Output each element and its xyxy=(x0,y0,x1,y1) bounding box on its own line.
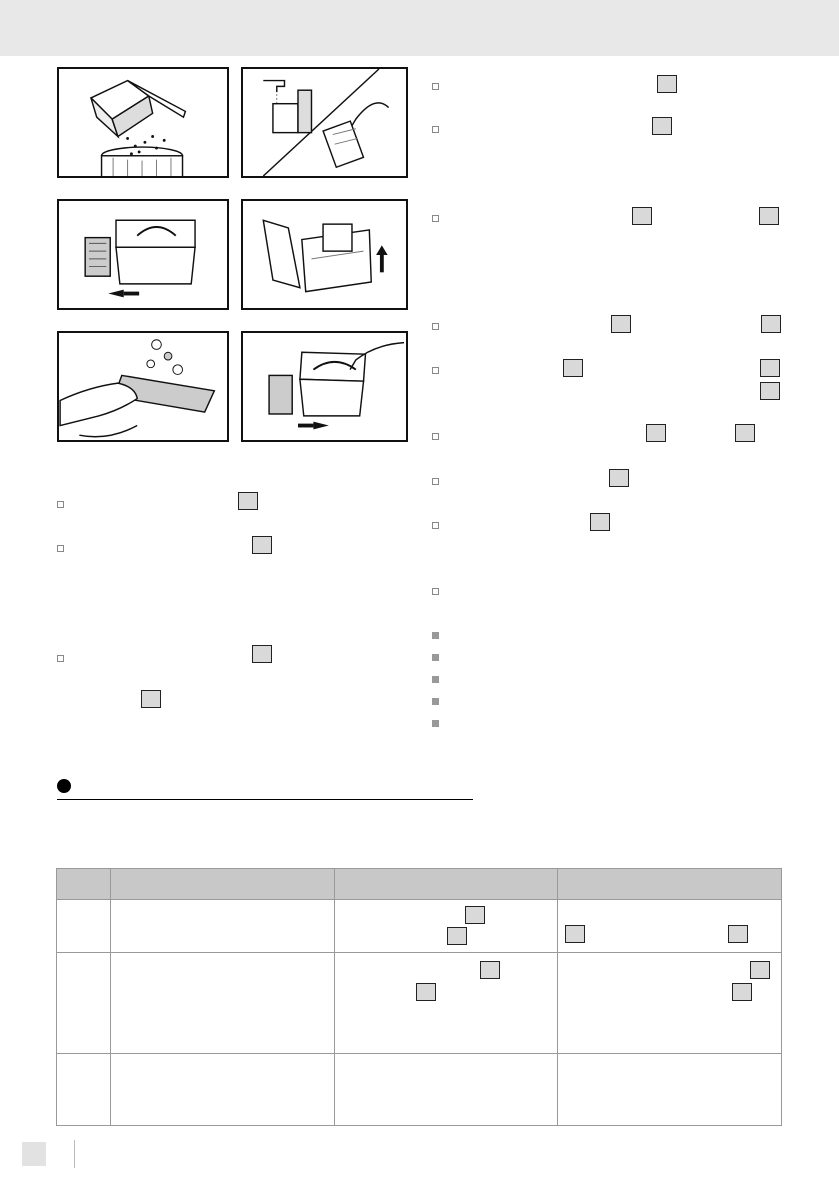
figure-tap-filter xyxy=(57,331,229,442)
reference-number-box xyxy=(728,925,748,943)
table-row xyxy=(57,1054,782,1126)
rinsing-filter-under-tap-icon xyxy=(243,69,406,176)
table-row xyxy=(57,953,782,1054)
reference-number-box xyxy=(238,492,258,510)
checkbox-marker xyxy=(432,588,439,595)
table-cell xyxy=(111,953,335,1054)
reference-number-box xyxy=(750,961,770,979)
header-band xyxy=(0,0,839,56)
figure-lift-lid xyxy=(241,199,408,310)
list-bullet xyxy=(432,698,439,705)
section-heading-dot xyxy=(57,779,71,793)
table-row xyxy=(57,900,782,953)
reference-number-box xyxy=(761,315,781,333)
reference-number-box xyxy=(732,983,752,1001)
table-cell xyxy=(111,1054,335,1126)
table-cell xyxy=(335,900,558,953)
table-header-cell xyxy=(57,869,111,900)
list-bullet xyxy=(432,676,439,683)
list-bullet xyxy=(432,632,439,639)
reference-number-box xyxy=(563,359,583,377)
reference-number-box xyxy=(611,315,631,333)
table-cell xyxy=(335,953,558,1054)
checkbox-marker xyxy=(432,215,439,222)
troubleshooting-table xyxy=(56,868,782,1126)
table-cell xyxy=(111,900,335,953)
lifting-container-lid-icon xyxy=(243,201,406,308)
reference-number-box xyxy=(480,961,500,979)
reference-number-box xyxy=(465,906,485,924)
reference-number-box xyxy=(632,207,652,225)
list-bullet xyxy=(432,654,439,661)
checkbox-marker xyxy=(57,545,64,552)
checkbox-marker xyxy=(432,367,439,374)
figure-rinse-filter xyxy=(241,67,408,178)
removing-filter-cassette-icon xyxy=(59,201,227,308)
reference-number-box xyxy=(590,513,610,531)
table-header-cell xyxy=(111,869,335,900)
checkbox-marker xyxy=(432,478,439,485)
checkbox-marker xyxy=(432,126,439,133)
figure-empty-container xyxy=(57,67,229,178)
table-cell xyxy=(558,900,782,953)
reference-number-box xyxy=(252,536,272,554)
table-cell xyxy=(57,900,111,953)
tapping-filter-clean-icon xyxy=(59,333,227,440)
checkbox-marker xyxy=(432,433,439,440)
table-cell xyxy=(57,1054,111,1126)
checkbox-marker xyxy=(432,83,439,90)
checkbox-marker xyxy=(57,501,64,508)
reference-number-box xyxy=(652,117,672,135)
checkbox-marker xyxy=(432,522,439,529)
list-bullet xyxy=(432,720,439,727)
table-cell xyxy=(558,953,782,1054)
emptying-dust-container-icon xyxy=(59,69,227,176)
table-cell xyxy=(335,1054,558,1126)
reference-number-box xyxy=(657,75,677,93)
checkbox-marker xyxy=(432,323,439,330)
footer-divider xyxy=(74,1140,75,1168)
section-heading-rule xyxy=(57,799,473,800)
reference-number-box xyxy=(447,927,467,945)
reference-number-box xyxy=(760,382,780,400)
reference-number-box xyxy=(609,469,629,487)
reference-number-box xyxy=(760,359,780,377)
reference-number-box xyxy=(416,983,436,1001)
table-header-row xyxy=(57,869,782,900)
reference-number-box xyxy=(646,424,666,442)
table-header-cell xyxy=(335,869,558,900)
figure-insert-filter xyxy=(241,331,408,442)
figure-remove-filter xyxy=(57,199,229,310)
checkbox-marker xyxy=(57,655,64,662)
page-number-box xyxy=(22,1142,46,1166)
reference-number-box xyxy=(565,925,585,943)
reference-number-box xyxy=(252,645,272,663)
table-header-cell xyxy=(558,869,782,900)
reference-number-box xyxy=(735,424,755,442)
table-cell xyxy=(558,1054,782,1126)
table-cell xyxy=(57,953,111,1054)
reference-number-box xyxy=(759,207,779,225)
reference-number-box xyxy=(141,690,161,708)
reinserting-filter-icon xyxy=(243,333,406,440)
